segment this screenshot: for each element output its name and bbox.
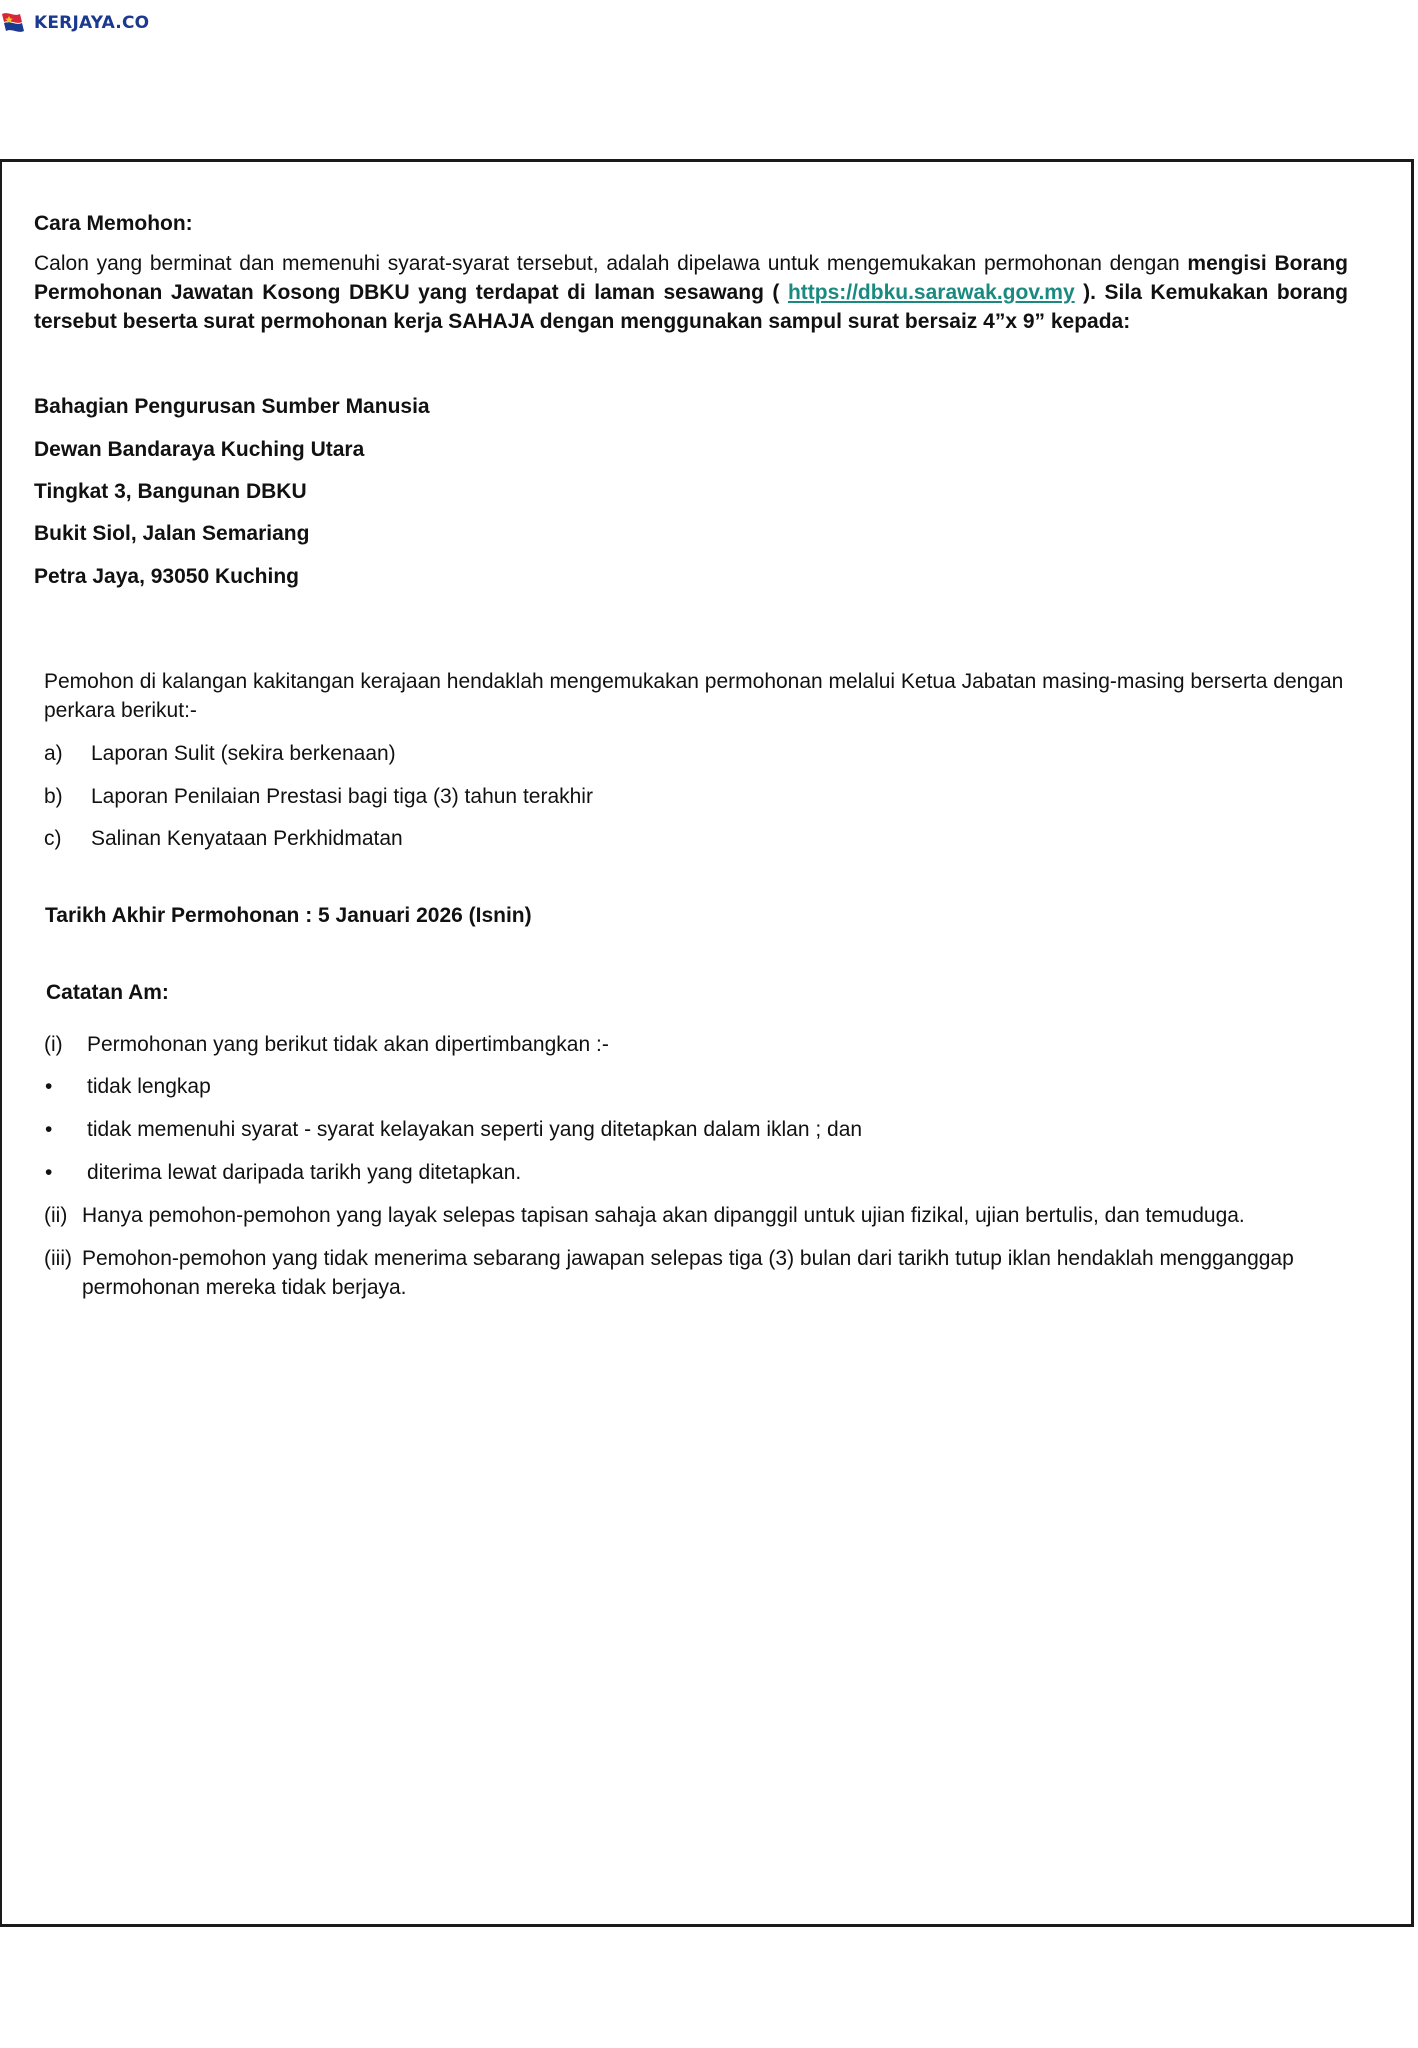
site-logo[interactable]: [0, 10, 149, 36]
government-applicant-note: Pemohon di kalangan kakitangan kerajaan hendaklah mengemukakan permohonan melalui Ketua Jabatan masing-masing berserta dengan perkara berikut:-: [44, 670, 1344, 722]
section-title: Cara Memohon:: [34, 212, 193, 235]
general-notes-title: Catatan Am:: [46, 981, 169, 1004]
note-text: Hanya pemohon-pemohon yang layak selepas tapisan sahaja akan dipanggil untuk ujian fizikal, ujian bertulis, dan temuduga.: [82, 1204, 1245, 1227]
instructions-text: Calon yang berminat dan memenuhi syarat-syarat tersebut, adalah dipelawa untuk mengemukakan permohonan dengan: [34, 252, 1188, 275]
note-bullet-text: tidak lengkap: [87, 1075, 211, 1098]
application-deadline: Tarikh Akhir Permohonan : 5 Januari 2026 (Isnin): [45, 904, 532, 927]
note-bullet-text: tidak memenuhi syarat - syarat kelayakan seperti yang ditetapkan dalam iklan ; dan: [87, 1118, 863, 1141]
application-instructions: [34, 249, 1348, 336]
note-bullet-text: diterima lewat daripada tarikh yang ditetapkan.: [87, 1161, 522, 1184]
kerjaya-flag-icon: [0, 10, 30, 36]
address-line-2: Dewan Bandaraya Kuching Utara: [34, 438, 365, 461]
list-item-label: c): [44, 827, 62, 850]
bullet-icon: •: [45, 1075, 53, 1098]
note-label: (i): [44, 1033, 63, 1056]
dbku-website-link[interactable]: https://dbku.sarawak.gov.my: [787, 281, 1075, 304]
logo-text: KERJAYA.CO: [34, 13, 150, 33]
list-item-text: Salinan Kenyataan Perkhidmatan: [91, 827, 403, 850]
list-item-label: a): [44, 742, 63, 765]
note-text: Pemohon-pemohon yang tidak menerima sebarang jawapan selepas tiga (3) bulan dari tarikh tutup iklan hendaklah mengganggap permohonan mereka tidak berjaya.: [82, 1247, 1294, 1299]
address-line-3: Tingkat 3, Bangunan DBKU: [34, 480, 307, 503]
bullet-icon: •: [45, 1118, 53, 1141]
note-text: Permohonan yang berikut tidak akan dipertimbangkan :-: [87, 1033, 609, 1056]
address-line-4: Bukit Siol, Jalan Semariang: [34, 522, 310, 545]
list-item-label: b): [44, 785, 63, 808]
address-line-5: Petra Jaya, 93050 Kuching: [34, 565, 299, 588]
instructions-bold-text: mengisi Borang Permohonan Jawatan Kosong DBKU yang terdapat di laman sesawang (: [34, 252, 1348, 304]
address-line-1: Bahagian Pengurusan Sumber Manusia: [34, 395, 430, 418]
bullet-icon: •: [45, 1161, 53, 1184]
note-label: (iii): [44, 1247, 72, 1270]
list-item-text: Laporan Sulit (sekira berkenaan): [91, 742, 396, 765]
instructions-bold-text-2: ). Sila Kemukakan borang tersebut beserta surat permohonan kerja SAHAJA dengan menggunakan sampul surat bersaiz 4”x 9” kepada:: [34, 281, 1348, 333]
list-item-text: Laporan Penilaian Prestasi bagi tiga (3) tahun terakhir: [91, 785, 593, 808]
note-label: (ii): [44, 1204, 68, 1227]
